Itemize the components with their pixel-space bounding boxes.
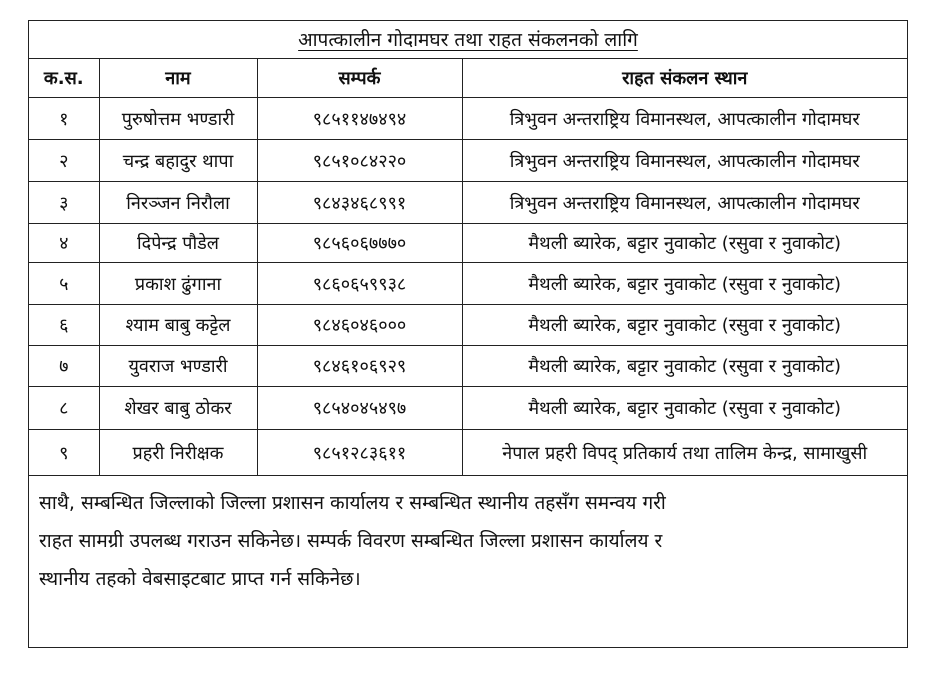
table-body: [29, 98, 907, 476]
row-contact: ९८४३४६८९९१: [257, 182, 462, 224]
note-line: साथै, सम्बन्धित जिल्लाको जिल्ला प्रशासन कार्यालय र सम्बन्धित स्थानीय तहसँग समन्वय गरी: [39, 492, 666, 514]
row-serial: १: [29, 98, 99, 140]
row-serial: ५: [29, 263, 99, 305]
note-line: स्थानीय तहको वेबसाइटबाट प्राप्त गर्न सकिनेछ।: [39, 568, 361, 590]
row-serial: २: [29, 140, 99, 182]
row-location: मैथली ब्यारेक, बट्टार नुवाकोट (रसुवा र नुवाकोट): [462, 346, 907, 387]
header-contact: सम्पर्क: [257, 59, 462, 98]
row-location: त्रिभुवन अन्तराष्ट्रिय विमानस्थल, आपत्कालीन गोदामघर: [462, 98, 907, 140]
table-row: [29, 263, 907, 305]
row-name: श्याम बाबु कट्टेल: [99, 305, 257, 346]
note-line: राहत सामग्री उपलब्ध गराउन सकिनेछ। सम्पर्क विवरण सम्बन्धित जिल्ला प्रशासन कार्यालय र: [39, 530, 663, 552]
row-location: नेपाल प्रहरी विपद् प्रतिकार्य तथा तालिम केन्द्र, सामाखुसी: [462, 430, 907, 476]
contact-table: [29, 59, 907, 476]
row-serial: ७: [29, 346, 99, 387]
row-name: शेखर बाबु ठोकर: [99, 387, 257, 430]
table-row: [29, 182, 907, 224]
row-name: चन्द्र बहादुर थापा: [99, 140, 257, 182]
row-contact: ९८६०६५९९३८: [257, 263, 462, 305]
row-contact: ९८५६०६७७७०: [257, 224, 462, 263]
document-title-text: आपत्कालीन गोदामघर तथा राहत संकलनको लागि: [298, 29, 638, 51]
row-serial: ८: [29, 387, 99, 430]
table-header-row: [29, 59, 907, 98]
row-name: युवराज भण्डारी: [99, 346, 257, 387]
table-row: [29, 224, 907, 263]
row-contact: ९८५११४७४९४: [257, 98, 462, 140]
document-title: [29, 21, 907, 59]
row-serial: ३: [29, 182, 99, 224]
row-contact: ९८५१०८४२२०: [257, 140, 462, 182]
table-row: [29, 305, 907, 346]
row-location: त्रिभुवन अन्तराष्ट्रिय विमानस्थल, आपत्कालीन गोदामघर: [462, 140, 907, 182]
table-row: [29, 346, 907, 387]
row-name: निरञ्जन निरौला: [99, 182, 257, 224]
row-location: मैथली ब्यारेक, बट्टार नुवाकोट (रसुवा र नुवाकोट): [462, 305, 907, 346]
row-name: प्रहरी निरीक्षक: [99, 430, 257, 476]
header-location: राहत संकलन स्थान: [462, 59, 907, 98]
row-contact: ९८४६१०६९२९: [257, 346, 462, 387]
row-contact: ९८५४०४५४९७: [257, 387, 462, 430]
row-serial: ९: [29, 430, 99, 476]
table-row: [29, 430, 907, 476]
row-location: मैथली ब्यारेक, बट्टार नुवाकोट (रसुवा र नुवाकोट): [462, 263, 907, 305]
row-contact: ९८५१२८३६११: [257, 430, 462, 476]
row-contact: ९८४६०४६०००: [257, 305, 462, 346]
table-row: [29, 387, 907, 430]
row-name: प्रकाश ढुंगाना: [99, 263, 257, 305]
table-row: [29, 98, 907, 140]
row-name: दिपेन्द्र पौडेल: [99, 224, 257, 263]
header-name: नाम: [99, 59, 257, 98]
note-paragraph: [29, 476, 907, 598]
row-serial: ६: [29, 305, 99, 346]
row-serial: ४: [29, 224, 99, 263]
row-location: मैथली ब्यारेक, बट्टार नुवाकोट (रसुवा र नुवाकोट): [462, 224, 907, 263]
table-row: [29, 140, 907, 182]
row-location: त्रिभुवन अन्तराष्ट्रिय विमानस्थल, आपत्कालीन गोदामघर: [462, 182, 907, 224]
row-location: मैथली ब्यारेक, बट्टार नुवाकोट (रसुवा र नुवाकोट): [462, 387, 907, 430]
header-serial: क.स.: [29, 59, 99, 98]
relief-table-document: [28, 20, 908, 648]
row-name: पुरुषोत्तम भण्डारी: [99, 98, 257, 140]
